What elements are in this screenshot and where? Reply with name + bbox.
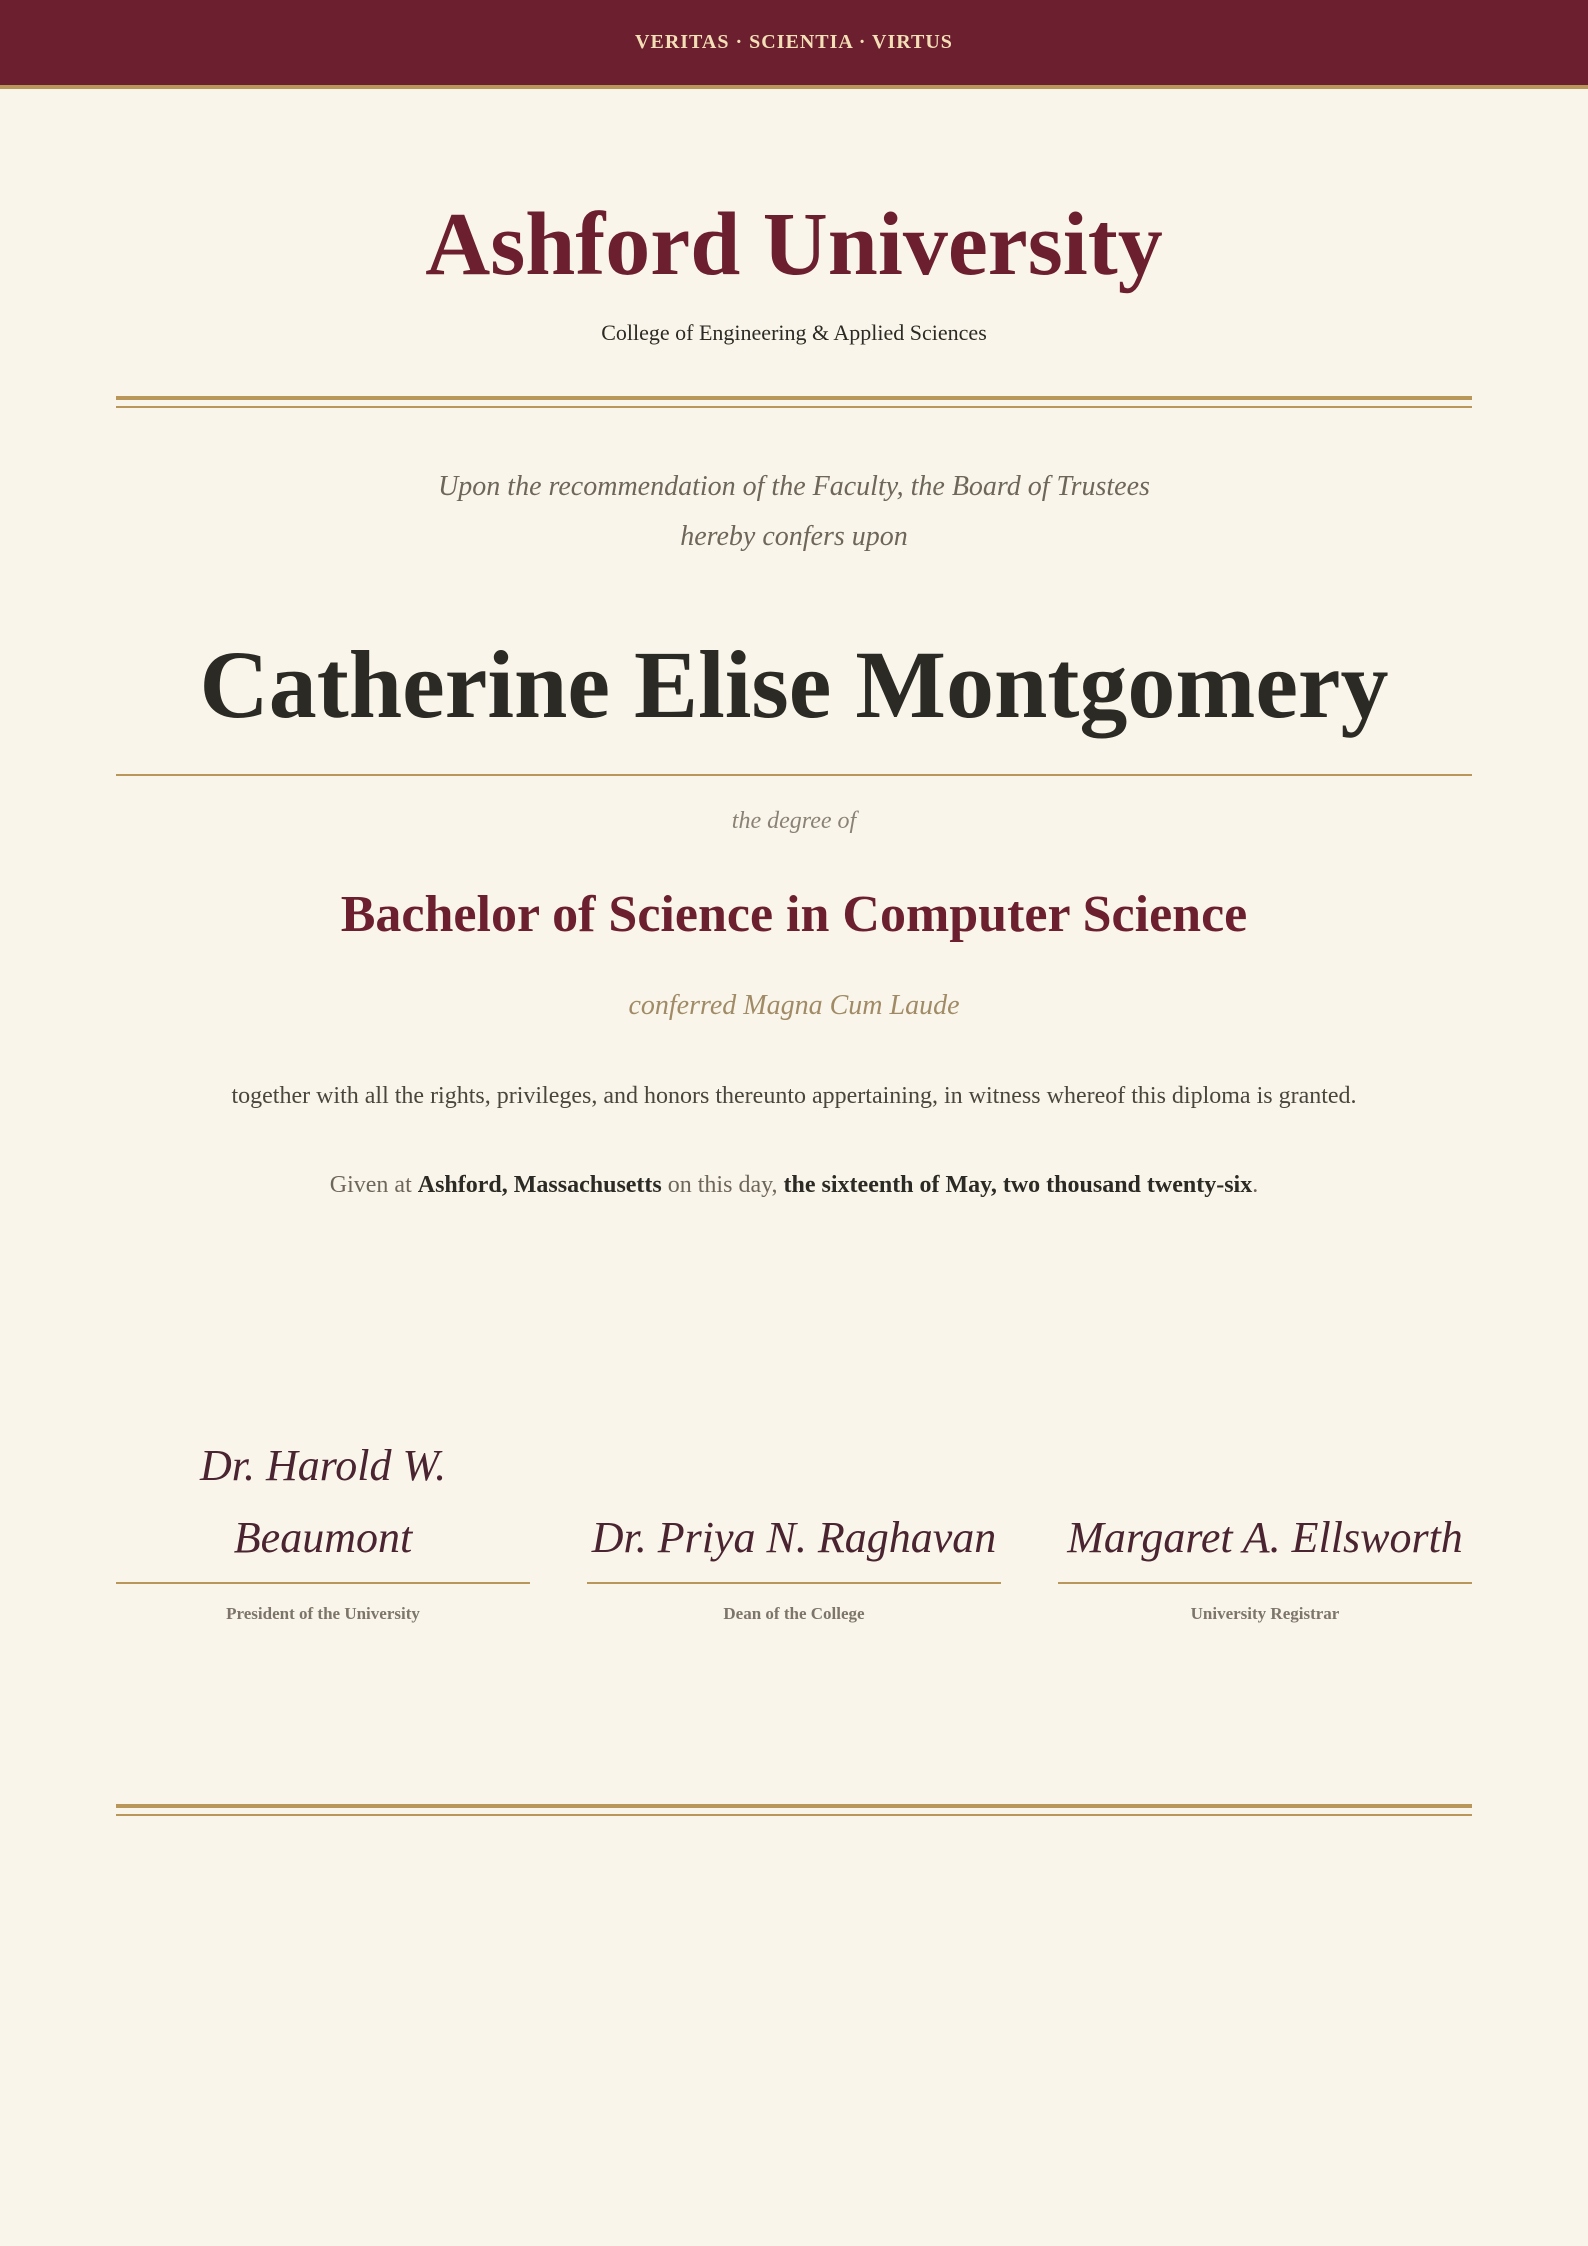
- given-statement: [0, 1172, 1588, 1199]
- signature-block-president: [116, 1400, 530, 1624]
- university-name: Ashford University: [425, 195, 1163, 294]
- signature-title: Dean of the College: [723, 1604, 865, 1623]
- given-prefix: Given at: [329, 1172, 418, 1198]
- degree-honors: conferred Magna Cum Laude: [628, 990, 960, 1021]
- degree-title: Bachelor of Science in Computer Science: [340, 886, 1248, 943]
- preamble: [0, 462, 1588, 562]
- signature-line: [1058, 1582, 1472, 1584]
- preamble-line-2: hereby confers upon: [680, 521, 908, 552]
- degree-intro: the degree of: [731, 808, 857, 834]
- bottom-divider: [116, 1804, 1472, 1812]
- preamble-line-1: Upon the recommendation of the Faculty, the Board of Trustees: [438, 471, 1150, 502]
- given-suffix: .: [1252, 1172, 1259, 1198]
- header-band: [0, 0, 1588, 89]
- signature-line: [587, 1582, 1001, 1584]
- given-date: the sixteenth of May, two thousand twenty-six: [783, 1172, 1253, 1198]
- recipient-name: Catherine Elise Montgomery: [199, 631, 1389, 738]
- recipient-underline: [116, 774, 1472, 776]
- signature-title: President of the University: [226, 1604, 420, 1623]
- given-middle: on this day,: [661, 1172, 784, 1198]
- signature-block-dean: [587, 1400, 1001, 1624]
- signature-block-registrar: [1058, 1400, 1472, 1624]
- college-name: College of Engineering & Applied Sciences: [601, 320, 987, 345]
- rights-statement: together with all the rights, privileges, and honors thereunto appertaining, in witness whereof this diploma is granted.: [231, 1083, 1357, 1109]
- motto: VERITAS · SCIENTIA · VIRTUS: [635, 31, 953, 53]
- given-place: Ashford, Massachusetts: [417, 1172, 662, 1198]
- signature-title: University Registrar: [1190, 1604, 1340, 1623]
- top-divider: [116, 396, 1472, 404]
- signature-name: Margaret A. Ellsworth: [1067, 1513, 1463, 1562]
- signature-name: Dr. Harold W. Beaumont: [199, 1441, 447, 1562]
- signature-line: [116, 1582, 530, 1584]
- signature-name: Dr. Priya N. Raghavan: [591, 1513, 997, 1562]
